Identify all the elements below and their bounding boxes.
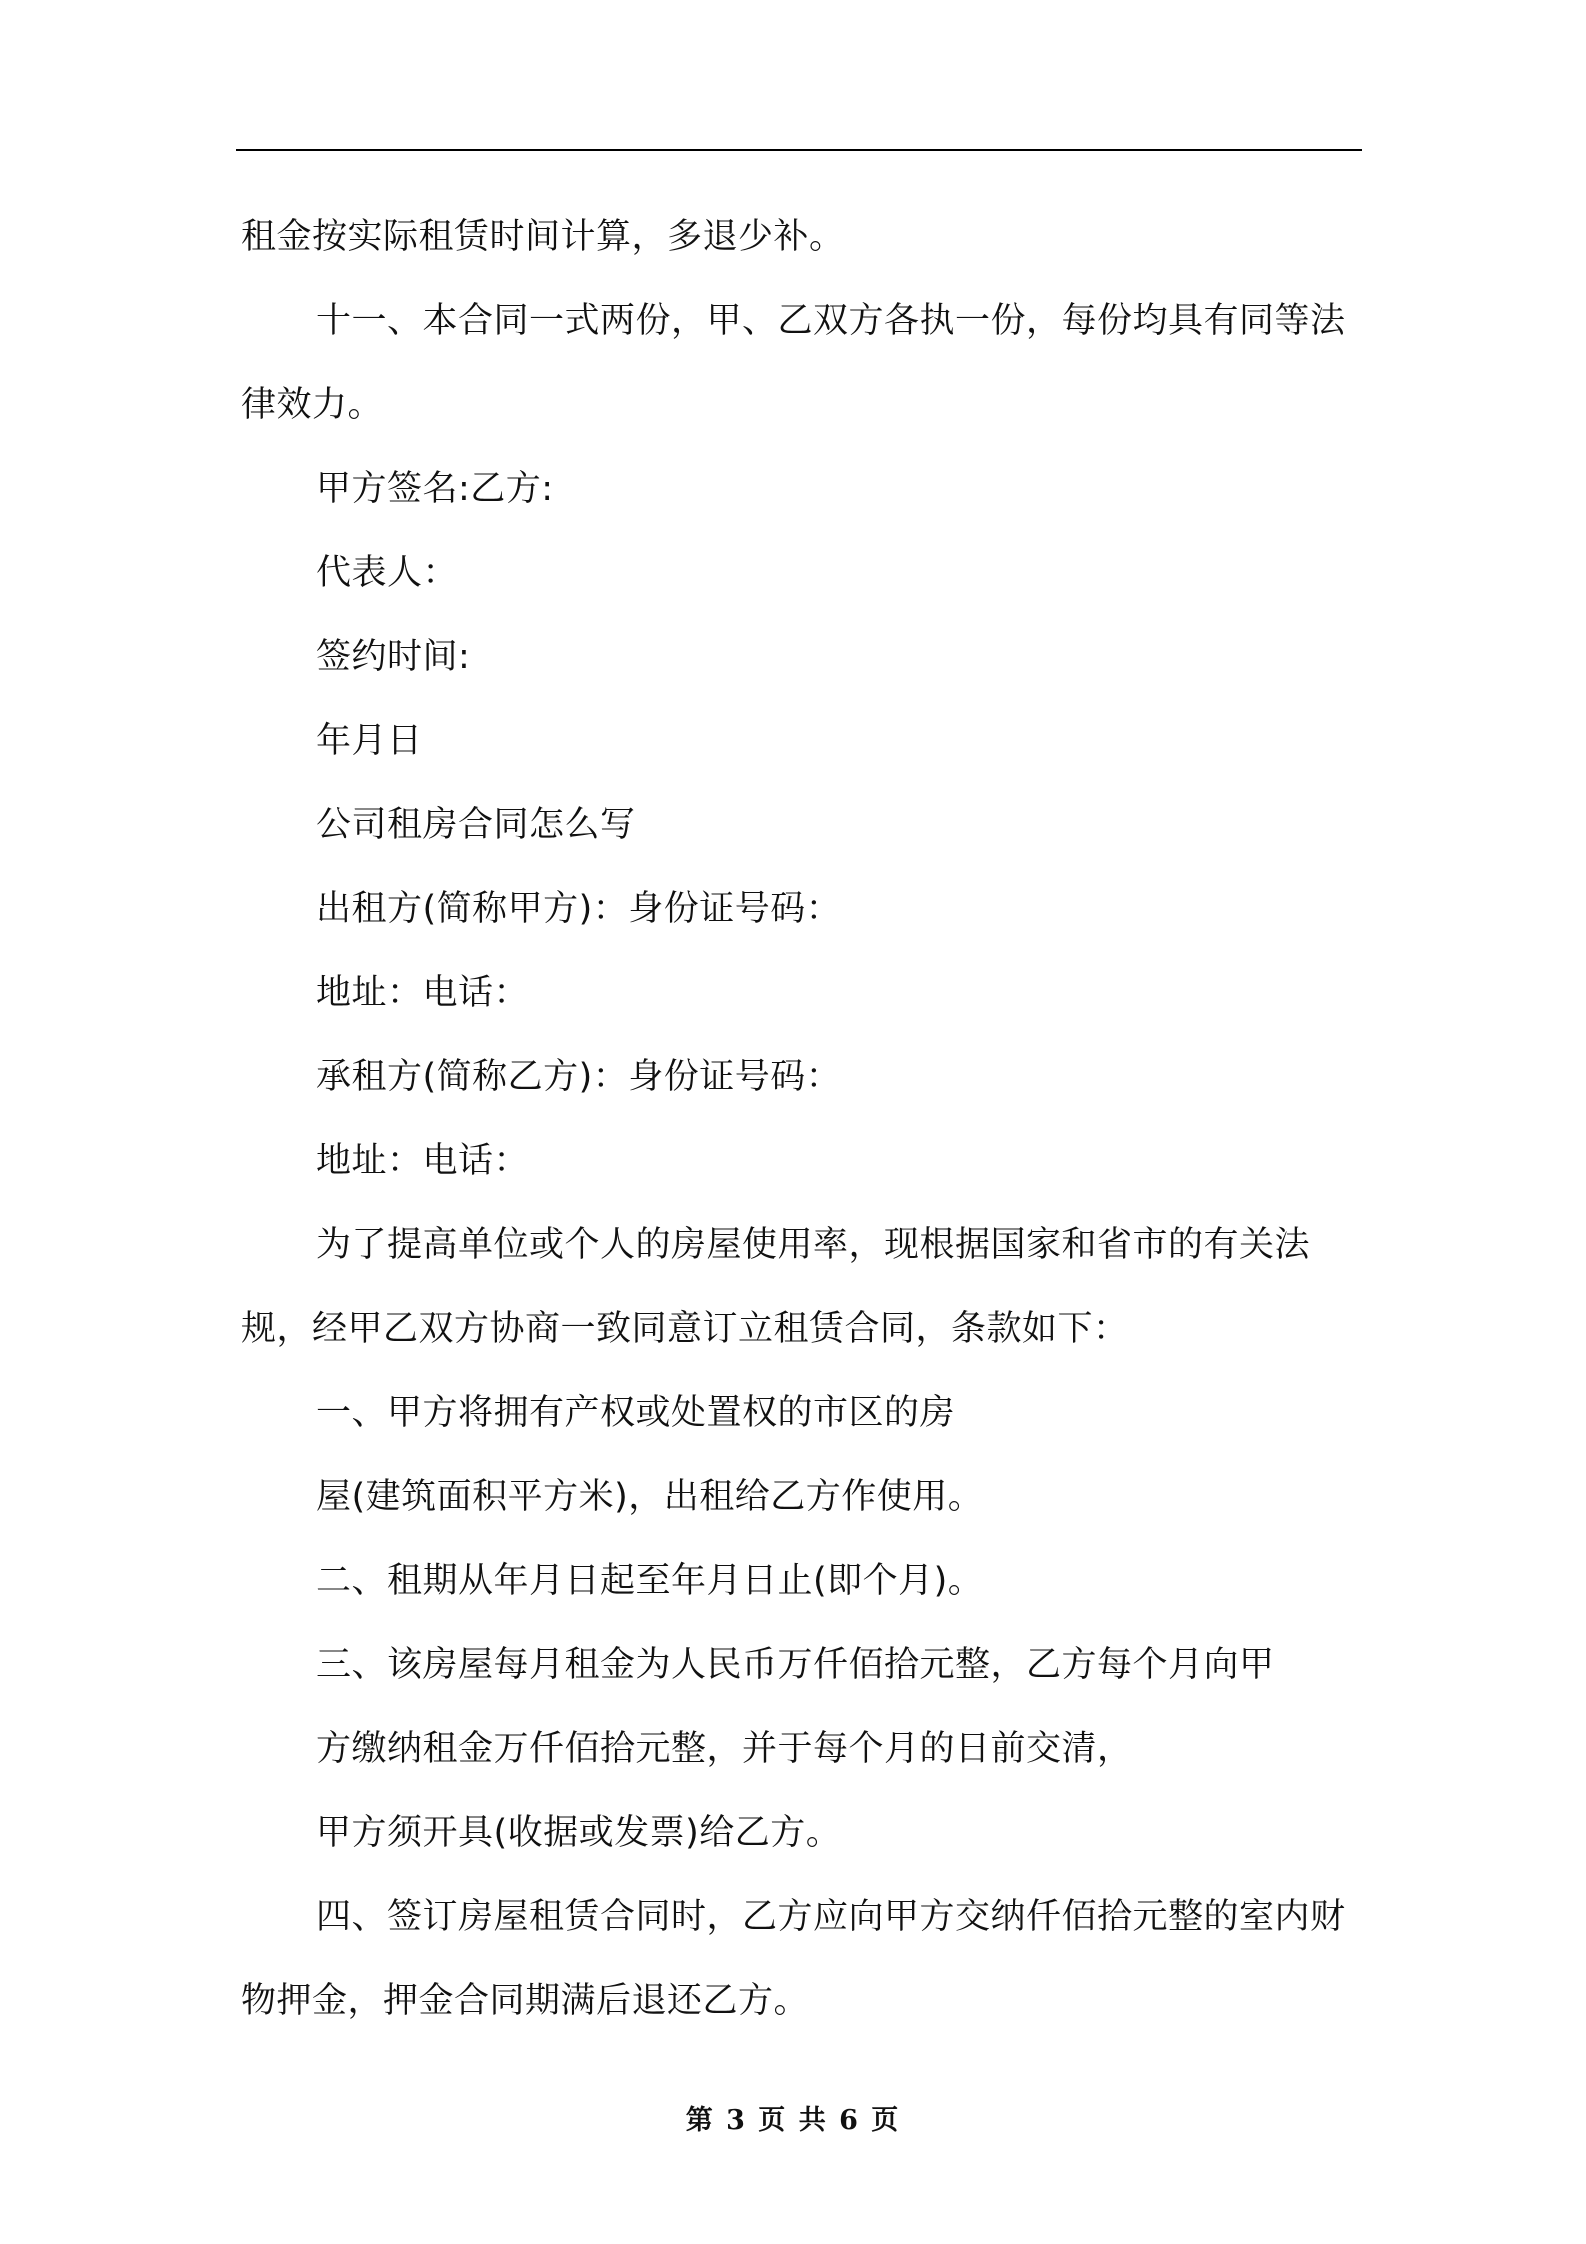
paragraph: 二、租期从年月日起至年月日止(即个月)。 xyxy=(316,1561,984,1601)
paragraph: 代表人： xyxy=(316,553,459,593)
paragraph: 为了提高单位或个人的房屋使用率，现根据国家和省市的有关法规，经甲乙双方协商一致同意订立租赁合同，条款如下： xyxy=(241,1225,1311,1349)
paragraph: 地址：电话： xyxy=(316,1141,530,1181)
header-rule xyxy=(236,149,1362,151)
paragraph: 年月日 xyxy=(316,721,423,761)
paragraph: 方缴纳租金万仟佰拾元整，并于每个月的日前交清， xyxy=(316,1729,1133,1769)
paragraph: 十一、本合同一式两份，甲、乙双方各执一份，每份均具有同等法律效力。 xyxy=(241,301,1346,425)
paragraph: 租金按实际租赁时间计算，多退少补。 xyxy=(241,217,845,257)
page-footer xyxy=(0,2098,1586,2137)
page-number-label: 第 3 页 共 6 页 xyxy=(685,2105,901,2136)
paragraph: 地址：电话： xyxy=(316,973,530,1013)
paragraph: 公司租房合同怎么写 xyxy=(316,805,636,845)
document-body xyxy=(241,195,1362,2043)
paragraph: 承租方(简称乙方)：身份证号码： xyxy=(316,1057,842,1097)
paragraph: 签约时间: xyxy=(316,637,471,677)
paragraph: 甲方签名:乙方: xyxy=(316,469,554,509)
paragraph: 一、甲方将拥有产权或处置权的市区的房 xyxy=(316,1393,956,1433)
paragraph: 四、签订房屋租赁合同时，乙方应向甲方交纳仟佰拾元整的室内财物押金，押金合同期满后退还乙方。 xyxy=(241,1897,1346,2021)
paragraph: 出租方(简称甲方)：身份证号码： xyxy=(316,889,842,929)
paragraph: 屋(建筑面积平方米)，出租给乙方作使用。 xyxy=(316,1477,984,1517)
paragraph: 甲方须开具(收据或发票)给乙方。 xyxy=(316,1813,842,1853)
paragraph: 三、该房屋每月租金为人民币万仟佰拾元整，乙方每个月向甲 xyxy=(316,1645,1275,1685)
